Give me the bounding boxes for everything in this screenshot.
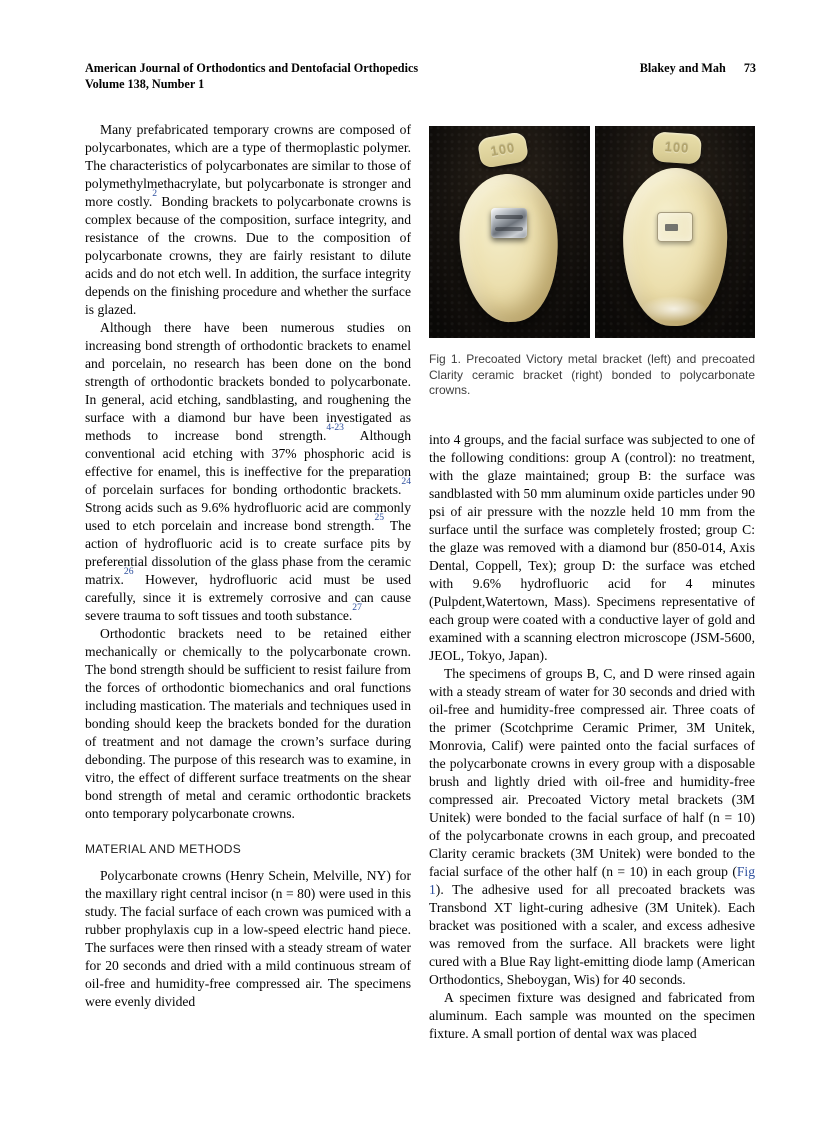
text-run: The action of hydrofluoric acid is to create surface pits by preferential dissolution of the glass phase from the ceramic matrix.	[85, 518, 411, 587]
photo-metal-bracket-crown	[429, 126, 590, 338]
text-run: Polycarbonate crowns (Henry Schein, Melville, NY) for the maxillary right central incisor (n = 80) were used in this study. The facial surface of each crown was pumiced with a rubber prophylaxis cup in a low-speed electric hand piece. The surfaces were then rinsed with a steady stream of water for 20 seconds and dried with a mild continuous stream of oil-free and humidity-free compressed air. The specimens were evenly divided	[85, 868, 411, 1009]
journal-volume-issue: Volume 138, Number 1	[85, 76, 205, 91]
citation-link-26[interactable]: 26	[123, 566, 134, 578]
text-run: Although conventional acid etching with 37% phosphoric acid is effective for enamel, this is ineffective for the preparation of porcelain surfaces for bonding orthodontic brackets.	[85, 428, 411, 497]
journal-title: American Journal of Orthodontics and Dentofacial Orthopedics	[85, 61, 419, 75]
text-run: ). The adhesive used for all precoated brackets was Transbond XT light-curing adhesive (3M Unitek). Each bracket was positioned with a scaler, and excess adhesive was removed from the surface. All brackets were light cured with a Blue Ray light-emitting diode lamp (American Orthodontics, Sheboygan, Wis) for 40 seconds.	[429, 881, 755, 987]
clarity-ceramic-bracket	[657, 212, 693, 242]
figure-1-caption: Fig 1. Precoated Victory metal bracket (left) and precoated Clarity ceramic bracket (right) bonded to polycarbonate crowns.	[429, 352, 755, 398]
text-run: Strong acids such as 9.6% hydrofluoric acid are commonly used to etch porcelain and increase bond strength.	[85, 500, 411, 533]
citation-link-27[interactable]: 27	[352, 602, 362, 614]
text-run: Bonding brackets to polycarbonate crowns is complex because of the composition, surface integrity, and resistance of the crowns. Due to the composition of polycarbonate crowns, they are fairly resistant to dilute acids and do not etch well. In addition, the surface integrity depends on the finishing procedure and whether the surface is glazed.	[85, 194, 411, 317]
text-run: A specimen fixture was designed and fabricated from aluminum. Each sample was mounted on the specimen fixture. A small portion of dental wax was placed	[429, 989, 755, 1041]
polycarbonate-crown-left	[456, 172, 562, 325]
photo-ceramic-bracket-crown	[595, 126, 756, 338]
crown-tab-right	[652, 131, 702, 164]
text-run: However, hydrofluoric acid must be used carefully, since it is extremely corrosive and can cause severe trauma to soft tissues and tooth substance.	[85, 572, 411, 623]
crown-tab-label: 100	[489, 139, 517, 160]
crown-tab-left	[477, 131, 529, 169]
citation-link-25[interactable]: 25	[374, 512, 385, 524]
text-run: Although there have been numerous studies on increasing bond strength of orthodontic brackets to enamel and porcelain, no research has been done on the bond strength of orthodontic brackets bonded to polycarbonate. In general, acid etching, sandblasting, and roughening the surface with a diamond bur have been investigated as methods to increase bond strength.	[85, 320, 411, 443]
p-bonding-procedure	[429, 665, 755, 989]
page-number: 73	[743, 61, 756, 75]
p-polycarbonate-intro	[85, 121, 411, 319]
section-heading-material-methods: MATERIAL AND METHODS	[85, 842, 242, 856]
text-run: Many prefabricated temporary crowns are composed of polycarbonates, which are a type of thermoplastic polymer. The characteristics of polycarbonates are similar to those of polymethylmethacrylate, but polycarbonate is stronger and more costly.	[85, 122, 411, 209]
right-column	[429, 126, 755, 1043]
p-materials-methods-intro	[85, 867, 411, 1011]
p-surface-treatment-groups	[429, 431, 755, 665]
p-bond-strength-studies	[85, 319, 411, 625]
p-specimen-fixture	[429, 989, 755, 1043]
figure-1-photos	[429, 126, 755, 338]
text-run: The specimens of groups B, C, and D were rinsed again with a steady stream of water for 30 seconds and dried with oil-free and humidity-free compressed air. Three coats of the primer (Scotchprime Ceramic Primer, 3M Unitek, Monrovia, Calif) were painted onto the facial surfaces of the polycarbonate crowns in every group with a disposable brush and lightly dried with oil-free and humidity-free compressed air. Precoated Victory metal brackets (3M Unitek) were bonded to the facial surface of half (n = 10) of the polycarbonate crowns in each group, and precoated Clarity ceramic brackets (3M Unitek) were bonded to the facial surface of the other half (n = 10) in each group (	[429, 665, 755, 879]
left-column	[85, 121, 411, 1011]
citation-link-24[interactable]: 24	[401, 476, 411, 488]
text-run: into 4 groups, and the facial surface was subjected to one of the following conditions: group A (control): no treatment, with the glaze maintained; group B: the surface was sandblasted with 50 mm aluminum oxide particles under 90 psi of air pressure with the nozzle held 10 mm from the surface until the surface was completely frosted; group C: the glaze was removed with a diamond bur (850-014, Axis Dental, Coppell, Tex); group D: the surface was etched with 9.6% hydrofluoric acid for 4 minutes (Pulpdent,Watertown, Mass). Specimens representative of each group were coated with a conductive layer of gold and examined with a scanning electron microscope (JSM-5600, JEOL, Tokyo, Japan).	[429, 431, 755, 663]
running-authors: Blakey and Mah	[639, 61, 726, 75]
polycarbonate-crown-right	[621, 167, 728, 327]
citation-link-2[interactable]: 2	[152, 188, 158, 200]
running-head-right	[640, 61, 756, 77]
right-column-text	[429, 431, 755, 1043]
citation-link-4-23[interactable]: 4-23	[326, 422, 344, 434]
victory-metal-bracket	[491, 208, 527, 238]
figure-1	[429, 126, 755, 399]
figure-1-reference-link[interactable]: Fig 1	[429, 863, 755, 897]
journal-title-block	[85, 61, 418, 92]
p-bracket-retention	[85, 625, 411, 823]
text-run: Orthodontic brackets need to be retained either mechanically or chemically to the polycarbonate crown. The bond strength should be sufficient to resist failure from the forces of orthodontic biomechanics and oral functions including mastication. The materials and techniques used in bonding should keep the brackets bonded for the duration of treatment and not damage the crown’s surface during debonding. The purpose of this research was to examine, in vitro, the effect of different surface treatments on the shear bond strength of metal and ceramic orthodontic brackets onto temporary polycarbonate crowns.	[85, 626, 411, 821]
crown-tab-label: 100	[663, 139, 690, 156]
running-head	[85, 61, 756, 92]
